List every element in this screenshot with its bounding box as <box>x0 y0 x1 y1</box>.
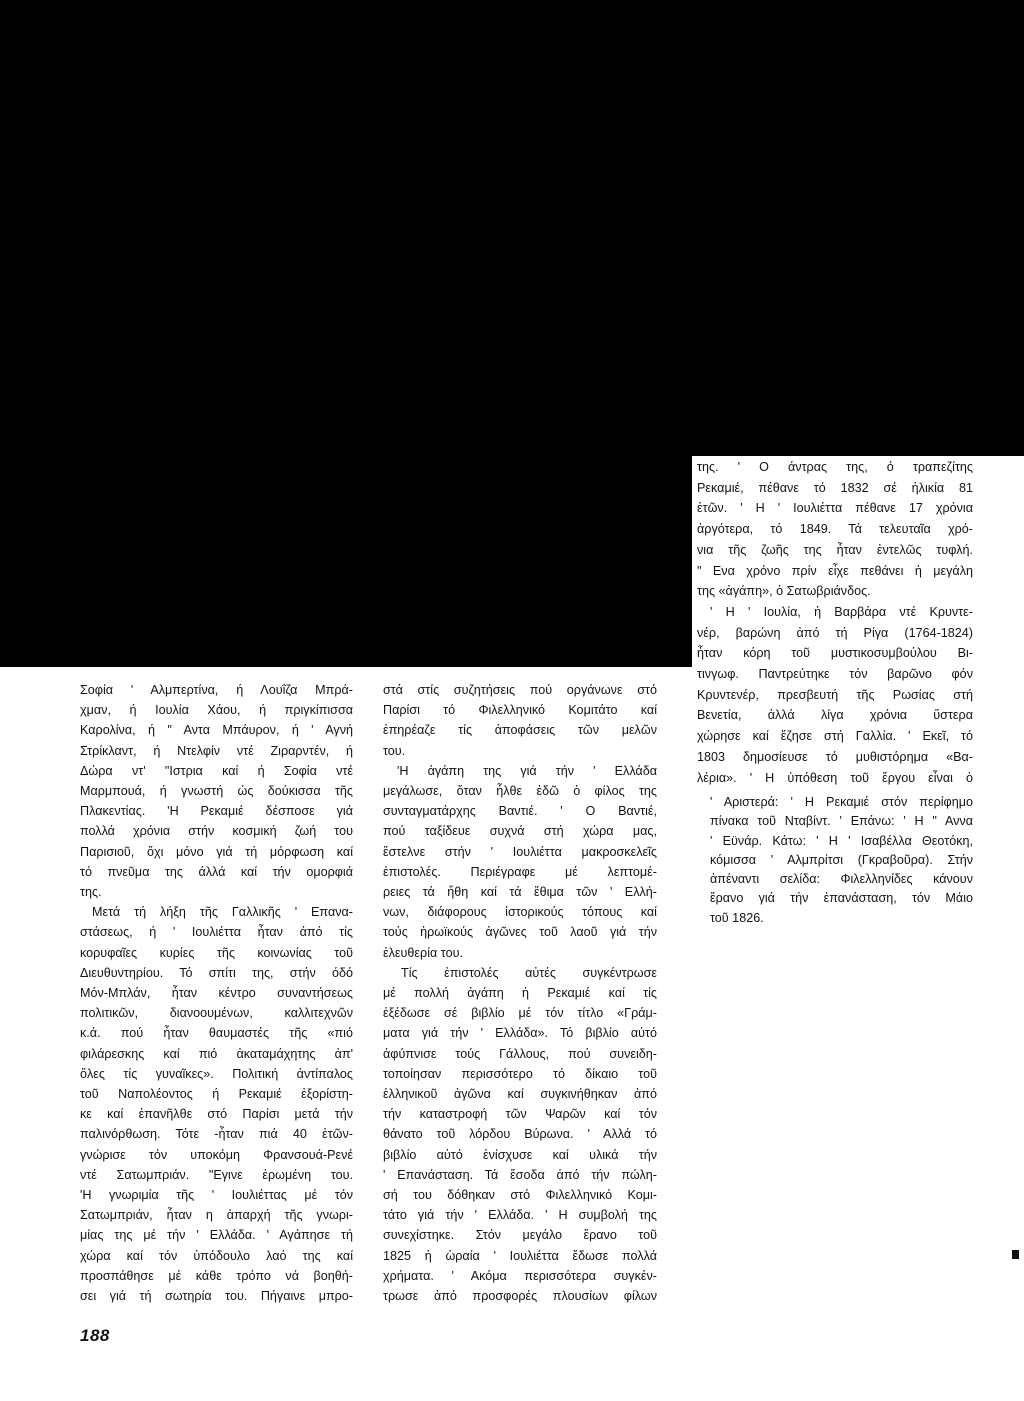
caption-line: ἔρανο γιά τήν ἐπανάσταση, τόν Μάιο <box>710 891 973 906</box>
text-column-1 <box>80 680 353 1306</box>
text-line: ἀφύπνισε τούς Γάλλους, πού συνειδη- <box>383 1046 657 1061</box>
text-line: 1825 ἡ ὡραία ' Ιουλιέττα ἔδωσε πολλά <box>383 1248 657 1263</box>
caption-line: πίνακα τοῦ Νταβίντ. ' Επάνω: ' Η " Αννα <box>710 814 973 829</box>
text-column-3 <box>697 457 973 788</box>
text-line: τούς ἡρωϊκούς ἀγῶνες τοῦ λαοῦ γιά τήν <box>383 925 657 940</box>
text-line: της. ' Ο άντρας της, ό τραπεζίτης <box>697 460 973 474</box>
text-line: Πλακεντίας. 'Η Ρεκαμιέ δέσποσε γιά <box>80 804 353 819</box>
text-line: τό πνεῦμα της άλλά καί τήν ομορφιά <box>80 864 353 879</box>
text-line: χρήματα. ' Ακόμα περισσότερα συγκέν- <box>383 1268 657 1283</box>
text-line: μέ πολλή ἀγάπη ἡ Ρεκαμιέ καί τίς <box>383 986 657 1001</box>
text-line: χώρησε καί ἔζησε στή Γαλλία. ' Εκεῖ, τό <box>697 729 973 744</box>
text-line: 'Η ἀγάπη της γιά τήν ' Ελλάδα <box>397 763 657 778</box>
photo-caption <box>710 793 973 928</box>
text-line: Ρεκαμιέ, πέθανε τό 1832 σέ ἡλικία 81 <box>697 480 973 495</box>
text-line: μεγάλωσε, ὅταν ἦλθε ἐδῶ ὁ φίλος της <box>383 784 657 799</box>
caption-line: κόμισσα ' Αλμπρίτσι (Γκραβοῦρα). Στήν <box>710 852 973 867</box>
text-line: νων, διάφορους ἱστορικούς τόπους καί <box>383 905 657 920</box>
scan-mark <box>1012 1250 1019 1259</box>
text-line: προσπάθησε μέ κάθε τρόπο νά βοηθή- <box>80 1268 353 1283</box>
text-line: κορυφαῖες κυρίες τῆς κοινωνίας τοῦ <box>80 945 353 960</box>
text-line: χμαν, ή Ιουλία Χάου, ή πριγκίπισσα <box>80 703 353 718</box>
text-line: βιβλίο αὐτό ἐνίσχυσε καί υλικά τήν <box>383 1147 657 1162</box>
text-line: πού ταξίδευε συχνά στή χώρα μας, <box>383 824 657 839</box>
text-line: τοποίησαν περισσότερο τό δίκαιο τοῦ <box>383 1066 657 1081</box>
text-line: πολλά χρόνια στήν κοσμική ζωή του <box>80 824 353 839</box>
text-line: ντέ Σατωμπριάν. "Εγινε ἐρωμένη του. <box>80 1167 353 1182</box>
caption-line: ' Αριστερά: ' Η Ρεκαμιέ στόν περίφημο <box>710 795 973 809</box>
text-line: ' Επανάσταση. Τά ἔσοδα ἀπό τήν πώλη- <box>383 1167 657 1182</box>
text-line: μίας της μέ τήν ' Ελλάδα. ' Αγάπησε τή <box>80 1228 353 1243</box>
text-line: φιλάρεσκης καί πιό ἀκαταμάχητης ἀπ' <box>80 1046 353 1061</box>
text-line: ἦταν κόρη τοῦ μυστικοσυμβούλου Βι- <box>697 646 973 661</box>
text-line: " Ενα χρόνο πρίν εἶχε πεθάνει ἡ μεγάλη <box>697 563 973 578</box>
text-line: ἑλληνικοῦ ἀγῶνα καί συγκινήθηκαν ἀπό <box>383 1087 657 1102</box>
text-line: γνώρισε τόν υποκόμη Φρανσουά-Ρενέ <box>80 1147 353 1162</box>
text-line: Στρίκλαντ, ή Ντελφίν ντέ Ζιραρντέν, ή <box>80 743 353 758</box>
caption-line: ' Εϋνάρ. Κάτω: ' Η ' Ισαβέλλα Θεοτόκη, <box>710 833 973 848</box>
text-line: χώρα καί τόν ὑπόδουλο λαό της καί <box>80 1248 353 1263</box>
text-line: σή του δόθηκαν στό Φιλελληνικό Κομι- <box>383 1188 657 1203</box>
text-line: Βενετία, ἀλλά λίγα χρόνια ὕστερα <box>697 708 973 723</box>
text-column-2 <box>383 680 657 1306</box>
page-number: 188 <box>80 1326 110 1345</box>
text-line: Μόν-Μπλάν, ἦταν κέντρο συναντήσεως <box>80 986 353 1001</box>
text-line: Κρυντενέρ, πρεσβευτή τῆς Ρωσίας στή <box>697 687 973 702</box>
text-line: συνεχίστηκε. Στόν μεγάλο ἔρανο τοῦ <box>383 1228 657 1243</box>
text-line: τήν καταστροφή τῶν Ψαρῶν καί τόν <box>383 1107 657 1122</box>
photo-area-left <box>0 455 692 667</box>
text-line: Σατωμπριάν, ἦταν η ἀπαρχή τῆς γνωρι- <box>80 1208 353 1223</box>
text-line: τινγωφ. Παντρεύτηκε τόν βαρῶνο φόν <box>697 667 973 682</box>
text-line: σει γιά τή σωτηρία του. Πήγαινε μπρο- <box>80 1289 353 1304</box>
text-line: κε καί ἐπανῆλθε στό Παρίσι μετά τήν <box>80 1107 353 1122</box>
text-line: 1803 δημοσίευσε τό μυθιστόρημα «Βα- <box>697 749 973 764</box>
text-line: νια τῆς ζωῆς της ἦταν ἐντελῶς τυφλή. <box>697 542 973 557</box>
text-line: ἐξέδωσε σέ βιβλίο μέ τόν τίτλο «Γράμ- <box>383 1006 657 1021</box>
text-line: της. <box>80 885 102 900</box>
text-line: ἐπηρέαζε τίς ἀποφάσεις τῶν μελῶν <box>383 723 657 738</box>
text-line: ὅλες τίς γυναῖκες». Πολιτική ἀντίπαλος <box>80 1066 353 1081</box>
text-line: Μαρμπουά, ή γνωστή ώς δούκισσα τῆς <box>80 784 353 799</box>
text-line: της «ἀγάπη», ὁ Σατωβριάνδος. <box>697 584 871 599</box>
text-line: ἐτῶν. ' Η ' Ιουλιέττα πέθανε 17 χρόνια <box>697 501 973 516</box>
text-line: Δώρα ντ' "Ιστρια καί ή Σοφία ντέ <box>80 763 353 778</box>
text-line: ἐλευθερία του. <box>383 945 463 960</box>
text-line: Διευθυντηρίου. Τό σπίτι της, στήν όδό <box>80 965 353 980</box>
text-line: κ.ά. πού ἦταν θαυμαστές τῆς «πιό <box>80 1026 353 1041</box>
text-line: τοῦ Ναπολέοντος ή Ρεκαμιέ ἐξορίστη- <box>80 1087 353 1102</box>
text-line: ἔστελνε στήν ' Ιουλιέττα μακροσκελεῖς <box>383 844 657 859</box>
text-line: νέρ, βαρώνη ἀπό τή Ρίγα (1764-1824) <box>697 625 973 640</box>
text-line: ματα γιά τήν ' Ελλάδα». Τό βιβλίο αὐτό <box>383 1026 657 1041</box>
text-line: Μετά τή λήξη τῆς Γαλλικῆς ' Επανα- <box>92 905 353 920</box>
text-line: ' Η ' Ιουλία, ἡ Βαρβάρα ντέ Κρυντε- <box>710 604 973 619</box>
text-line: συνταγματάρχης Βαντιέ. ' Ο Βαντιέ, <box>383 804 657 819</box>
text-line: παλινόρθωση. Τότε -ἦταν πιά 40 ἐτῶν- <box>80 1127 353 1142</box>
text-line: Τίς ἐπιστολές αὐτές συγκέντρωσε <box>401 965 657 980</box>
text-line: Σοφία ' Αλμπερτίνα, ή Λουΐζα Μπρά- <box>80 683 353 697</box>
text-line: στά στίς συζητήσεις πού οργάνωνε στό <box>383 683 657 697</box>
text-line: 'Η γνωριμία τῆς ' Ιουλιέττας μέ τόν <box>80 1188 353 1203</box>
text-line: Παρισιοῦ, ὄχι μόνο γιά τή μόρφωση καί <box>80 844 353 859</box>
text-line: Καρολίνα, ή " Αντα Μπάυρον, ή ' Αγνή <box>80 723 353 738</box>
text-line: πολιτικῶν, διανοουμένων, καλλιτεχνῶν <box>80 1006 353 1021</box>
text-line: στάσεως, ή ' Ιουλιέττα ἦταν άπό τίς <box>80 925 353 940</box>
text-line: Παρίσι τό Φιλελληνικό Κομιτάτο καί <box>383 703 657 718</box>
text-line: τρωσε ἀπό προσφορές πλουσίων φίλων <box>383 1289 657 1304</box>
text-line: ἐπιστολές. Περιέγραφε μέ λεπτομέ- <box>383 864 657 879</box>
text-line: λέρια». ' Η ὑπόθεση τοῦ ἔργου εἶναι ὁ <box>697 770 973 785</box>
caption-line: ἀπέναντι σελίδα: Φιλελληνίδες κάνουν <box>710 872 973 887</box>
text-line: ἀργότερα, τό 1849. Τά τελευταῖα χρό- <box>697 522 973 537</box>
text-line: ρειες τά ἤθη καί τά ἔθιμα τῶν ' Ελλή- <box>383 885 657 900</box>
caption-line: τοῦ 1826. <box>710 910 764 925</box>
text-line: του. <box>383 743 406 758</box>
text-line: θάνατο τοῦ λόρδου Βύρωνα. ' Αλλά τό <box>383 1127 657 1142</box>
photo-area-top <box>0 0 1024 456</box>
text-line: τάτο γιά τήν ' Ελλάδα. ' Η συμβολή της <box>383 1208 657 1223</box>
